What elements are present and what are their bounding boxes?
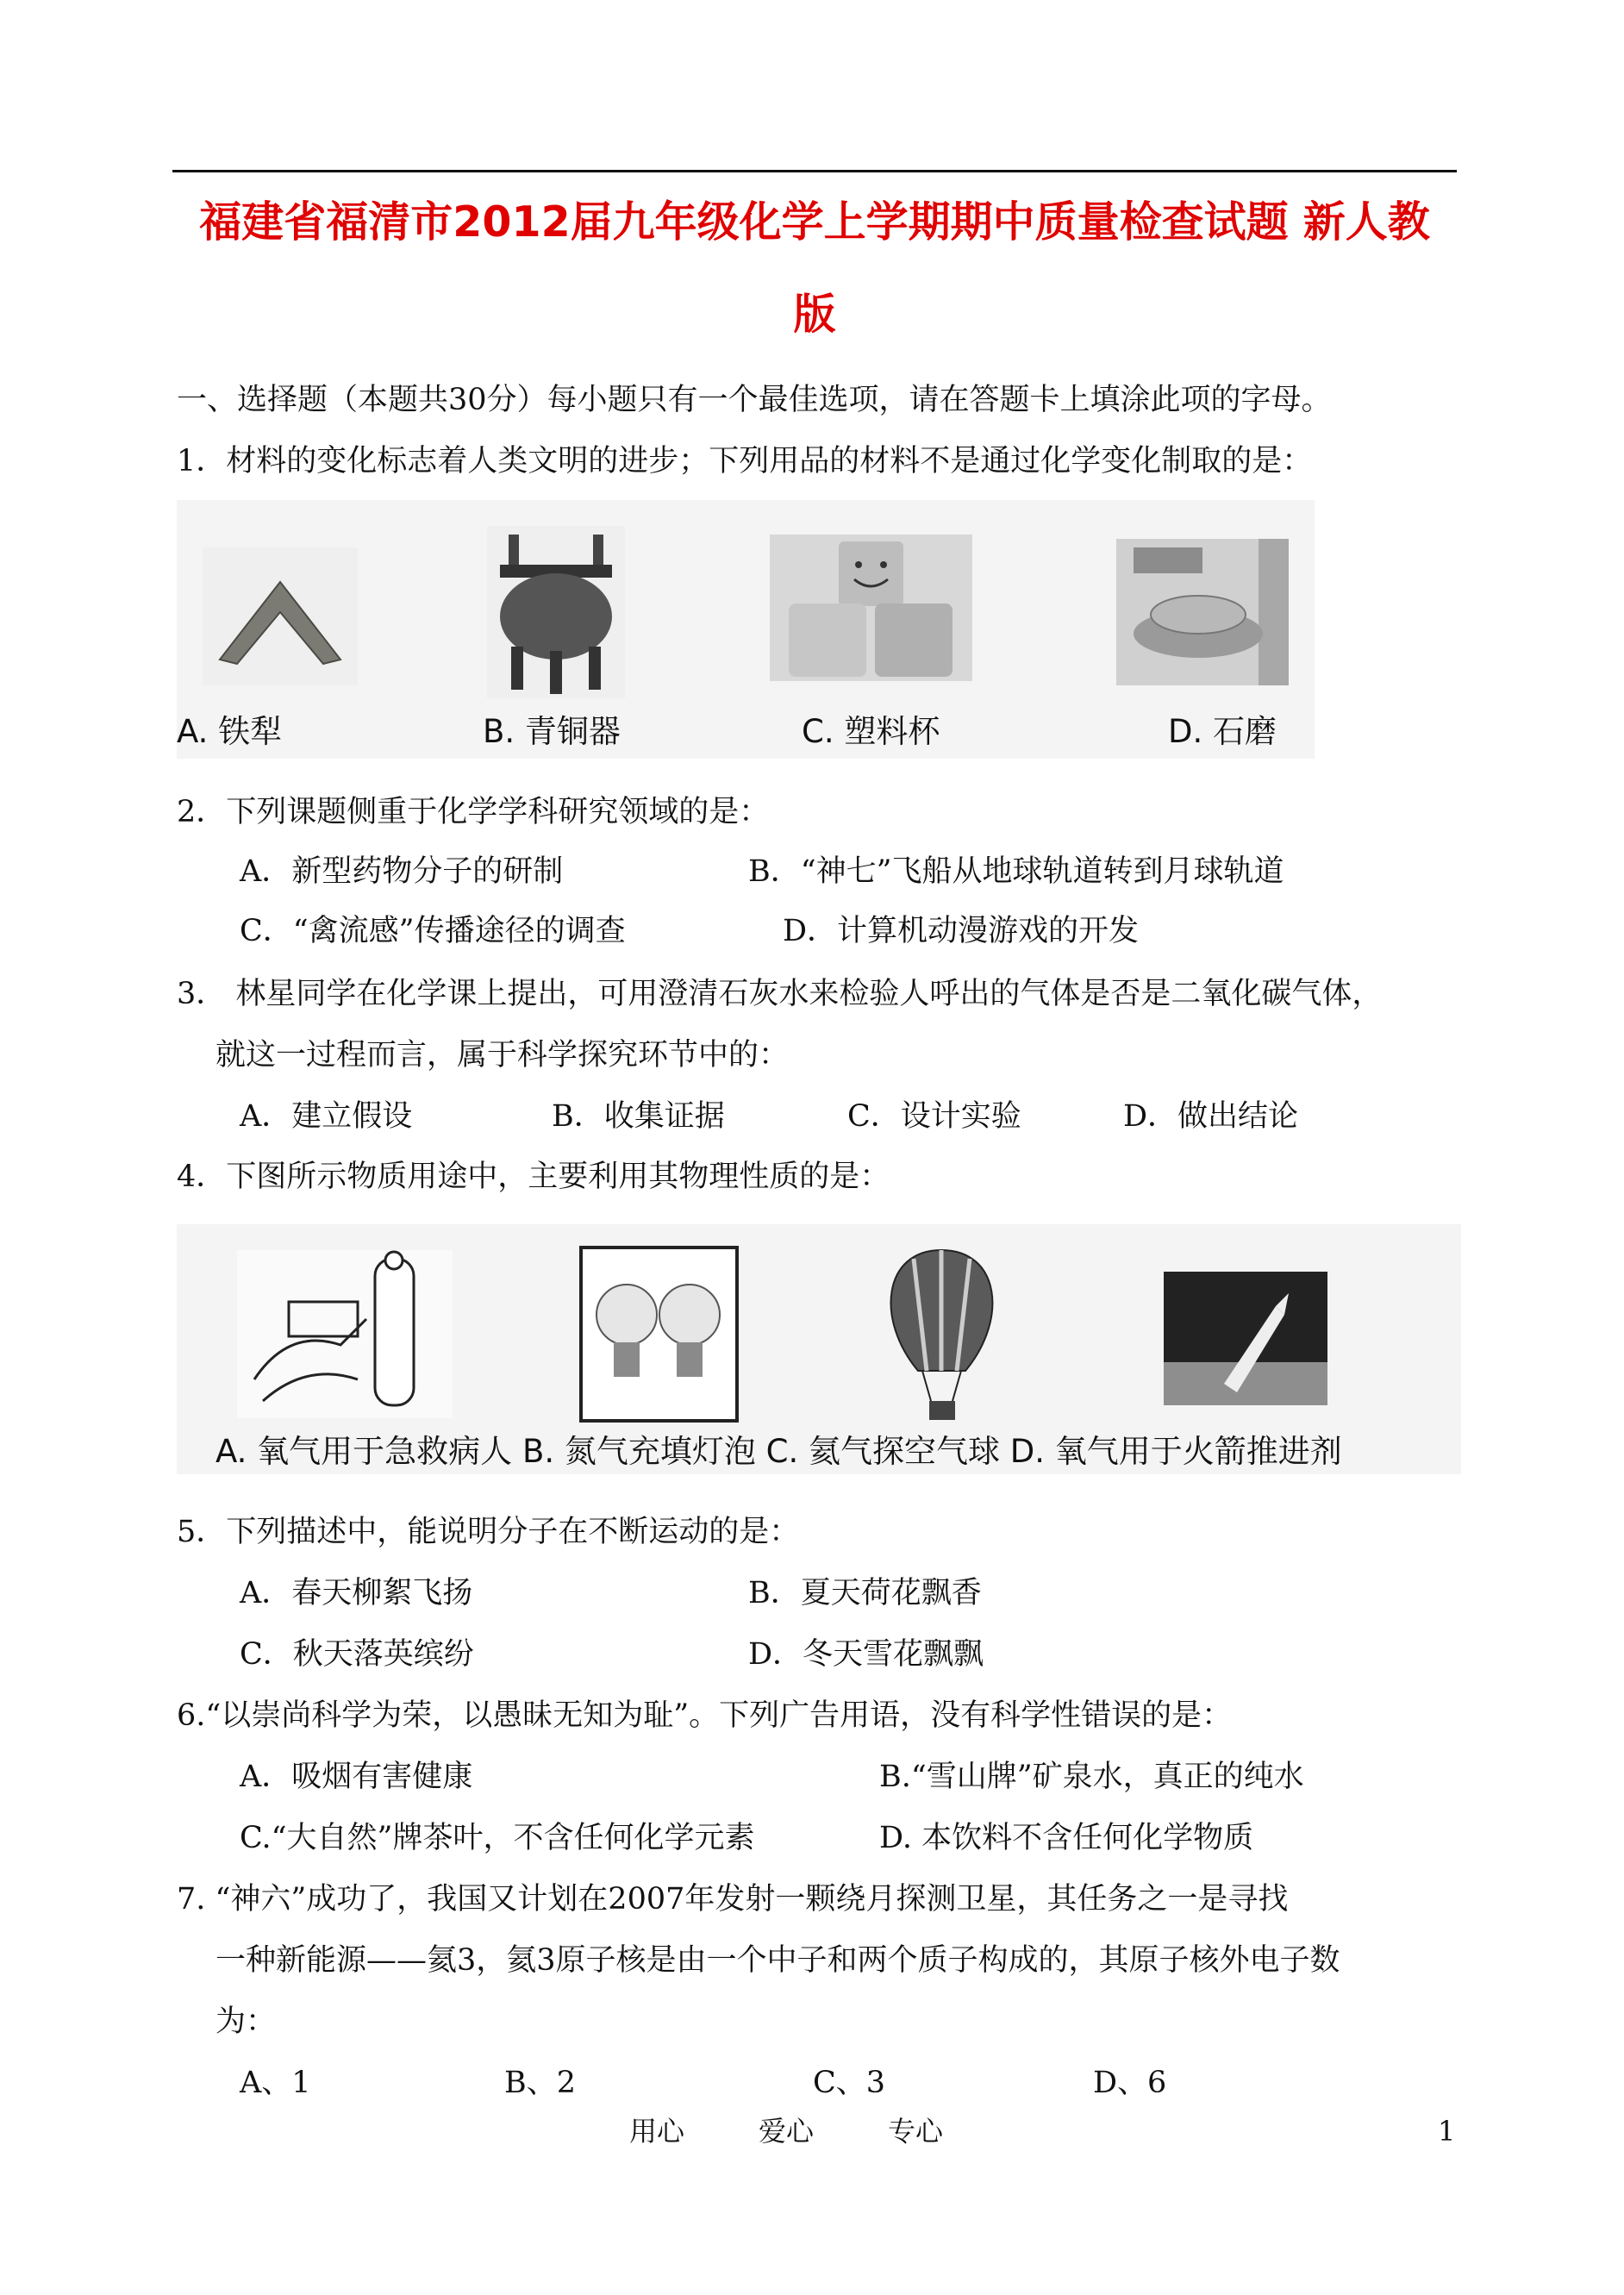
question-1-image-caption-d: D. 石磨 <box>1168 713 1277 750</box>
question-5-option-a: A．春天柳絮飞扬 <box>240 1576 473 1610</box>
question-3-stem-line-2: 就这一过程而言，属于科学探究环节中的： <box>215 1038 790 1072</box>
question-1-figure <box>177 500 1315 759</box>
section-heading: 一、选择题（本题共30分）每小题只有一个最佳选项，请在答题卡上填涂此项的字母。 <box>177 383 1332 417</box>
question-7-option-b: B、2 <box>504 2066 576 2100</box>
light-bulbs-icon <box>579 1246 739 1423</box>
question-4-figure-caption: A. 氧气用于急救病人 B. 氮气充填灯泡 C. 氦气探空气球 D. 氧气用于火箭推进剂 <box>215 1433 1342 1470</box>
iron-plough-icon <box>203 547 358 685</box>
oxygen-mask-icon <box>237 1250 453 1418</box>
question-3-option-d: D．做出结论 <box>1123 1099 1299 1134</box>
question-1-image-caption-a: A. 铁犁 <box>177 713 283 750</box>
question-2-stem: 2．下列课题侧重于化学学科研究领域的是： <box>177 795 770 829</box>
question-1-image-caption-b: B. 青铜器 <box>483 713 621 750</box>
question-7-stem-line-2: 一种新能源——氦3，氦3原子核是由一个中子和两个质子构成的，其原子核外电子数 <box>215 1943 1340 1978</box>
footer-motto-1: 用心 <box>629 2115 685 2148</box>
question-3-option-b: B．收集证据 <box>552 1099 725 1134</box>
question-2-option-d: D．计算机动漫游戏的开发 <box>783 914 1140 948</box>
bronze-vessel-icon <box>487 526 625 698</box>
question-5-option-b: B．夏天荷花飘香 <box>748 1576 982 1610</box>
question-1-stem: 1．材料的变化标志着人类文明的进步；下列用品的材料不是通过化学变化制取的是： <box>177 444 1313 478</box>
question-4-figure <box>177 1224 1461 1474</box>
footer-motto-3: 专心 <box>888 2115 944 2148</box>
question-6-option-b: B.“雪山牌”矿泉水，真正的纯水 <box>879 1760 1304 1794</box>
question-3-stem-line-1: 3． 林星同学在化学课上提出，可用澄清石灰水来检验人呼出的气体是否是二氧化碳气体， <box>177 977 1383 1011</box>
question-7-stem-line-1: 7. “神六”成功了，我国又计划在2007年发射一颗绕月探测卫星，其任务之一是寻找 <box>177 1882 1289 1917</box>
question-1-image-caption-c: C. 塑料杯 <box>802 713 940 750</box>
question-6-option-c: C.“大自然”牌茶叶，不含任何化学元素 <box>240 1821 755 1855</box>
question-2-option-c: C．“禽流感”传播途径的调查 <box>240 914 626 948</box>
header-rule <box>172 170 1457 172</box>
rocket-launch-icon <box>1164 1272 1327 1405</box>
question-7-option-d: D、6 <box>1093 2066 1167 2100</box>
question-7-stem-line-3: 为： <box>215 2004 277 2039</box>
stone-mill-icon <box>1116 539 1289 685</box>
hot-air-balloon-icon <box>866 1241 1017 1427</box>
question-6-option-a: A．吸烟有害健康 <box>240 1760 473 1794</box>
question-3-option-c: C．设计实验 <box>847 1099 1021 1134</box>
question-7-option-a: A、1 <box>240 2066 311 2100</box>
question-4-stem: 4．下图所示物质用途中，主要利用其物理性质的是： <box>177 1160 890 1194</box>
page-number: 1 <box>1438 2115 1456 2148</box>
question-2-option-a: A．新型药物分子的研制 <box>240 854 564 889</box>
plastic-cups-icon <box>770 535 972 681</box>
question-6-stem: 6.“以崇尚科学为荣，以愚昧无知为耻”。下列广告用语，没有科学性错误的是： <box>177 1698 1233 1733</box>
question-5-option-d: D．冬天雪花飘飘 <box>748 1637 984 1672</box>
question-6-option-d: D. 本饮料不含任何化学物质 <box>879 1821 1254 1855</box>
question-3-option-a: A．建立假设 <box>240 1099 413 1134</box>
page-title-continued: 版 <box>793 290 836 339</box>
footer-motto-2: 爱心 <box>759 2115 815 2148</box>
question-7-option-c: C、3 <box>813 2066 886 2100</box>
question-5-option-c: C．秋天落英缤纷 <box>240 1637 474 1672</box>
question-2-option-b: B．“神七”飞船从地球轨道转到月球轨道 <box>748 854 1284 889</box>
question-5-stem: 5．下列描述中，能说明分子在不断运动的是： <box>177 1515 800 1549</box>
page-title: 福建省福清市2012届九年级化学上学期期中质量检查试题 新人教 <box>199 197 1430 247</box>
